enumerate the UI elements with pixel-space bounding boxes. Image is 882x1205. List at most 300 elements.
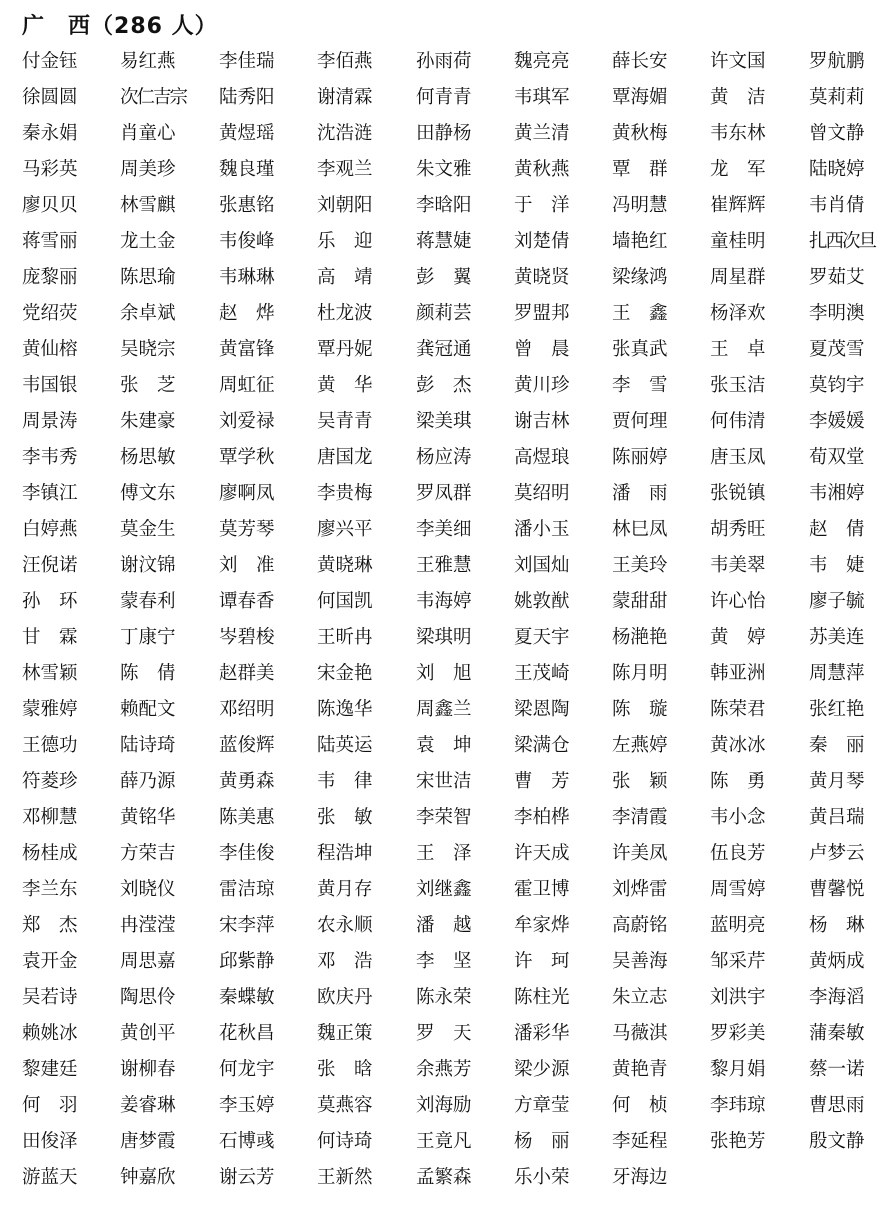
name-entry: 农永顺 (317, 915, 373, 936)
name-entry: 陆晓婷 (809, 159, 865, 180)
name-entry: 许天成 (514, 843, 570, 864)
name-entry: 罗航鹏 (809, 51, 865, 72)
page-heading (22, 9, 218, 40)
name-entry: 陈月明 (612, 663, 668, 684)
name-entry: 龙 军 (710, 159, 766, 180)
name-entry: 曾 晨 (514, 339, 570, 360)
name-entry: 赵 倩 (809, 519, 865, 540)
name-entry: 张 晗 (317, 1059, 373, 1080)
name-entry: 伍良芳 (710, 843, 766, 864)
name-row (22, 620, 878, 656)
name-entry: 赵群美 (219, 663, 275, 684)
name-entry: 韦国银 (22, 375, 78, 396)
name-entry: 陈 璇 (612, 699, 668, 720)
name-entry: 袁开金 (22, 951, 78, 972)
name-entry: 王雅慧 (416, 555, 472, 576)
name-entry: 何 桢 (612, 1095, 668, 1116)
name-entry: 李韦秀 (22, 447, 78, 468)
name-row (22, 332, 878, 368)
name-entry: 马彩英 (22, 159, 78, 180)
name-row (22, 260, 878, 296)
name-entry: 杨桂成 (22, 843, 78, 864)
name-entry: 刘海励 (416, 1095, 472, 1116)
name-entry: 曹 芳 (514, 771, 570, 792)
name-entry: 王 泽 (416, 843, 472, 864)
name-entry: 谢吉林 (514, 411, 570, 432)
name-entry: 张艳芳 (710, 1131, 766, 1152)
name-entry: 程浩坤 (317, 843, 373, 864)
name-entry: 徐圆圆 (22, 87, 78, 108)
name-row (22, 368, 878, 404)
name-entry: 吴青青 (317, 411, 373, 432)
name-entry: 苏美连 (809, 627, 865, 648)
name-entry: 黄吕瑞 (809, 807, 865, 828)
name-entry: 张 颖 (612, 771, 668, 792)
name-entry: 岑碧梭 (219, 627, 275, 648)
name-row (22, 836, 878, 872)
name-entry: 周雪婷 (710, 879, 766, 900)
name-entry: 张真武 (612, 339, 668, 360)
name-entry: 邓柳慧 (22, 807, 78, 828)
name-entry: 童桂明 (710, 231, 766, 252)
name-entry: 黄晓琳 (317, 555, 373, 576)
name-entry: 卢梦云 (809, 843, 865, 864)
name-entry: 党绍荧 (22, 303, 78, 324)
name-entry: 左燕婷 (612, 735, 668, 756)
name-entry: 汪倪诺 (22, 555, 78, 576)
name-entry: 莫钧宇 (809, 375, 865, 396)
name-entry: 马薇淇 (612, 1023, 668, 1044)
name-entry: 高煜琅 (514, 447, 570, 468)
name-entry: 韩亚洲 (710, 663, 766, 684)
name-entry: 高 靖 (317, 267, 373, 288)
name-entry: 韦肖倩 (809, 195, 865, 216)
name-entry: 黄兰清 (514, 123, 570, 144)
name-entry: 王美玲 (612, 555, 668, 576)
name-entry: 林雪颖 (22, 663, 78, 684)
name-entry: 陈丽婷 (612, 447, 668, 468)
name-entry: 欧庆丹 (317, 987, 373, 1008)
name-entry: 蒋雪丽 (22, 231, 78, 252)
name-entry: 郑 杰 (22, 915, 78, 936)
name-entry: 秦 丽 (809, 735, 865, 756)
name-entry: 魏亮亮 (514, 51, 570, 72)
name-entry: 罗彩美 (710, 1023, 766, 1044)
name-entry: 莫金生 (120, 519, 176, 540)
name-row (22, 116, 878, 152)
name-entry: 黄 婷 (710, 627, 766, 648)
name-entry: 陈 勇 (710, 771, 766, 792)
name-entry: 孙雨荷 (416, 51, 472, 72)
name-row (22, 656, 878, 692)
name-entry: 张惠铭 (219, 195, 275, 216)
name-entry: 周思嘉 (120, 951, 176, 972)
name-entry: 刘洪宇 (710, 987, 766, 1008)
name-entry: 梁美琪 (416, 411, 472, 432)
name-entry: 何龙宇 (219, 1059, 275, 1080)
name-entry: 赵 烨 (219, 303, 275, 324)
name-entry: 许文国 (710, 51, 766, 72)
name-entry: 黄煜瑶 (219, 123, 275, 144)
name-entry: 乐小荣 (514, 1167, 570, 1188)
name-entry: 罗茹艾 (809, 267, 865, 288)
name-row (22, 512, 878, 548)
name-row (22, 44, 878, 80)
name-entry: 彭 翼 (416, 267, 472, 288)
name-entry: 王德功 (22, 735, 78, 756)
name-entry: 覃丹妮 (317, 339, 373, 360)
name-entry: 莫莉莉 (809, 87, 865, 108)
name-entry: 刘晓仪 (120, 879, 176, 900)
name-entry: 周美珍 (120, 159, 176, 180)
name-entry: 廖兴平 (317, 519, 373, 540)
name-entry: 次仁吉宗 (120, 87, 187, 108)
name-entry: 陶思伶 (120, 987, 176, 1008)
name-entry: 黄仙榕 (22, 339, 78, 360)
name-entry: 杜龙波 (317, 303, 373, 324)
name-row (22, 296, 878, 332)
name-entry: 付金钰 (22, 51, 78, 72)
name-row (22, 872, 878, 908)
name-entry: 何青青 (416, 87, 472, 108)
name-entry: 韦 律 (317, 771, 373, 792)
name-entry: 张玉洁 (710, 375, 766, 396)
name-entry: 李晗阳 (416, 195, 472, 216)
name-entry: 姜睿琳 (120, 1095, 176, 1116)
name-entry: 覃学秋 (219, 447, 275, 468)
name-entry: 李延程 (612, 1131, 668, 1152)
name-entry: 周慧萍 (809, 663, 865, 684)
name-entry: 李柏桦 (514, 807, 570, 828)
name-entry: 廖贝贝 (22, 195, 78, 216)
name-entry: 李观兰 (317, 159, 373, 180)
name-entry: 赖姚冰 (22, 1023, 78, 1044)
name-entry: 庞黎丽 (22, 267, 78, 288)
name-entry: 王 卓 (710, 339, 766, 360)
name-entry: 黄川珍 (514, 375, 570, 396)
name-entry: 陆诗琦 (120, 735, 176, 756)
name-entry: 蒙甜甜 (612, 591, 668, 612)
name-grid (22, 44, 878, 1196)
name-entry: 莫燕容 (317, 1095, 373, 1116)
name-entry: 罗凤群 (416, 483, 472, 504)
name-entry: 谢汶锦 (120, 555, 176, 576)
name-entry: 夏天宇 (514, 627, 570, 648)
name-entry: 孙 环 (22, 591, 78, 612)
name-entry: 谢清霖 (317, 87, 373, 108)
name-row (22, 728, 878, 764)
name-entry: 潘 雨 (612, 483, 668, 504)
name-entry: 蓝明亮 (710, 915, 766, 936)
name-entry: 贾何理 (612, 411, 668, 432)
name-row (22, 188, 878, 224)
name-entry: 廖子毓 (809, 591, 865, 612)
name-entry: 林巳凤 (612, 519, 668, 540)
name-entry: 易红燕 (120, 51, 176, 72)
name-entry: 韦俊峰 (219, 231, 275, 252)
name-entry: 杨 丽 (514, 1131, 570, 1152)
name-entry: 李兰东 (22, 879, 78, 900)
name-entry: 梁满仓 (514, 735, 570, 756)
name-entry: 杨滟艳 (612, 627, 668, 648)
name-entry: 王新然 (317, 1167, 373, 1188)
name-entry: 林雪麒 (120, 195, 176, 216)
name-entry: 刘继鑫 (416, 879, 472, 900)
name-entry: 黎月娟 (710, 1059, 766, 1080)
name-entry: 廖啊凤 (219, 483, 275, 504)
name-entry: 杨思敏 (120, 447, 176, 468)
name-entry: 李明澳 (809, 303, 865, 324)
name-entry: 罗盟邦 (514, 303, 570, 324)
name-entry: 韦美翠 (710, 555, 766, 576)
name-entry: 黎建廷 (22, 1059, 78, 1080)
name-entry: 李荣智 (416, 807, 472, 828)
name-entry: 冯明慧 (612, 195, 668, 216)
name-entry: 刘 旭 (416, 663, 472, 684)
name-entry: 牙海边 (612, 1167, 668, 1188)
name-entry: 吴晓宗 (120, 339, 176, 360)
name-entry: 薛长安 (612, 51, 668, 72)
name-entry: 黄 洁 (710, 87, 766, 108)
name-entry: 龚冠通 (416, 339, 472, 360)
name-entry: 蔡一诺 (809, 1059, 865, 1080)
name-entry: 黄艳青 (612, 1059, 668, 1080)
name-entry: 黄铭华 (120, 807, 176, 828)
name-entry: 李 坚 (416, 951, 472, 972)
name-entry: 游蓝天 (22, 1167, 78, 1188)
name-entry: 梁缘鸿 (612, 267, 668, 288)
name-entry: 许美凤 (612, 843, 668, 864)
name-entry: 朱建豪 (120, 411, 176, 432)
name-entry: 黄秋梅 (612, 123, 668, 144)
name-entry: 符菱珍 (22, 771, 78, 792)
name-entry: 陆秀阳 (219, 87, 275, 108)
name-entry: 蓝俊辉 (219, 735, 275, 756)
name-entry: 黄 华 (317, 375, 373, 396)
name-entry: 韦小念 (710, 807, 766, 828)
name-entry: 杨 琳 (809, 915, 865, 936)
name-entry: 殷文静 (809, 1131, 865, 1152)
heading-region: 广 西 (22, 14, 92, 39)
name-entry: 墙艳红 (612, 231, 668, 252)
name-entry: 罗 天 (416, 1023, 472, 1044)
name-entry: 宋李萍 (219, 915, 275, 936)
name-entry: 何 羽 (22, 1095, 78, 1116)
name-row (22, 800, 878, 836)
name-entry: 莫绍明 (514, 483, 570, 504)
name-entry: 韦 婕 (809, 555, 865, 576)
name-entry: 田俊泽 (22, 1131, 78, 1152)
name-entry: 黄晓贤 (514, 267, 570, 288)
name-entry: 丁康宁 (120, 627, 176, 648)
name-entry: 张锐镇 (710, 483, 766, 504)
name-entry: 魏良瑾 (219, 159, 275, 180)
name-entry: 颜莉芸 (416, 303, 472, 324)
name-entry: 刘国灿 (514, 555, 570, 576)
name-entry: 白婷燕 (22, 519, 78, 540)
name-entry: 龙土金 (120, 231, 176, 252)
name-entry: 宋世洁 (416, 771, 472, 792)
name-entry: 黄富锋 (219, 339, 275, 360)
name-entry: 王竟凡 (416, 1131, 472, 1152)
name-row (22, 404, 878, 440)
name-row (22, 224, 878, 260)
name-row (22, 1160, 878, 1196)
name-entry: 黄月琴 (809, 771, 865, 792)
name-entry: 夏茂雪 (809, 339, 865, 360)
name-entry: 张 敏 (317, 807, 373, 828)
name-entry: 周星群 (710, 267, 766, 288)
name-entry: 魏正策 (317, 1023, 373, 1044)
name-entry: 王茂崎 (514, 663, 570, 684)
name-entry: 李贵梅 (317, 483, 373, 504)
name-entry: 赖配文 (120, 699, 176, 720)
name-row (22, 1016, 878, 1052)
name-entry: 许心怡 (710, 591, 766, 612)
name-entry: 蒙春利 (120, 591, 176, 612)
name-entry: 曹思雨 (809, 1095, 865, 1116)
name-entry: 李美细 (416, 519, 472, 540)
name-row (22, 692, 878, 728)
name-entry: 邱紫静 (219, 951, 275, 972)
name-entry: 刘朝阳 (317, 195, 373, 216)
name-entry: 莫芳琴 (219, 519, 275, 540)
name-entry: 宋金艳 (317, 663, 373, 684)
name-entry: 李海滔 (809, 987, 865, 1008)
name-entry: 秦永娟 (22, 123, 78, 144)
name-entry: 李 雪 (612, 375, 668, 396)
name-entry: 谢柳春 (120, 1059, 176, 1080)
name-row (22, 152, 878, 188)
name-entry: 甘 霖 (22, 627, 78, 648)
name-entry: 韦东林 (710, 123, 766, 144)
name-entry: 黄炳成 (809, 951, 865, 972)
name-entry: 覃海媚 (612, 87, 668, 108)
name-entry: 谢云芳 (219, 1167, 275, 1188)
name-row (22, 476, 878, 512)
name-entry: 杨泽欢 (710, 303, 766, 324)
name-row (22, 908, 878, 944)
name-row (22, 764, 878, 800)
name-entry: 方章莹 (514, 1095, 570, 1116)
name-entry: 黄月存 (317, 879, 373, 900)
name-entry: 潘小玉 (514, 519, 570, 540)
name-entry: 韦湘婷 (809, 483, 865, 504)
name-entry: 彭 杰 (416, 375, 472, 396)
name-entry: 肖童心 (120, 123, 176, 144)
name-entry: 李玉婷 (219, 1095, 275, 1116)
name-entry: 蒋慧婕 (416, 231, 472, 252)
name-entry: 陈思瑜 (120, 267, 176, 288)
name-entry: 高蔚铭 (612, 915, 668, 936)
name-entry: 牟家烨 (514, 915, 570, 936)
name-entry: 刘楚倩 (514, 231, 570, 252)
name-entry: 李佳俊 (219, 843, 275, 864)
name-row (22, 584, 878, 620)
name-entry: 崔辉辉 (710, 195, 766, 216)
name-entry: 潘彩华 (514, 1023, 570, 1044)
name-entry: 秦蝶敏 (219, 987, 275, 1008)
name-entry: 韦琳琳 (219, 267, 275, 288)
name-entry: 李佰燕 (317, 51, 373, 72)
name-entry: 杨应涛 (416, 447, 472, 468)
name-entry: 曹馨悦 (809, 879, 865, 900)
name-entry: 姚敦猷 (514, 591, 570, 612)
name-entry: 张红艳 (809, 699, 865, 720)
name-row (22, 944, 878, 980)
name-entry: 吴若诗 (22, 987, 78, 1008)
name-entry: 何伟清 (710, 411, 766, 432)
name-entry: 陈 倩 (120, 663, 176, 684)
name-entry: 何国凯 (317, 591, 373, 612)
name-entry: 李镇江 (22, 483, 78, 504)
name-entry: 王昕冉 (317, 627, 373, 648)
name-entry: 霍卫博 (514, 879, 570, 900)
name-entry: 黄创平 (120, 1023, 176, 1044)
name-entry: 邹采芹 (710, 951, 766, 972)
name-entry: 黄秋燕 (514, 159, 570, 180)
name-entry: 荀双堂 (809, 447, 865, 468)
name-entry: 陈美惠 (219, 807, 275, 828)
heading-count: （286 人） (91, 14, 218, 39)
name-entry: 傅文东 (120, 483, 176, 504)
name-entry: 梁恩陶 (514, 699, 570, 720)
name-entry: 沈浩涟 (317, 123, 373, 144)
name-entry: 陈柱光 (514, 987, 570, 1008)
name-entry: 周景涛 (22, 411, 78, 432)
name-row (22, 980, 878, 1016)
name-entry: 王 鑫 (612, 303, 668, 324)
name-entry: 潘 越 (416, 915, 472, 936)
name-entry: 黄冰冰 (710, 735, 766, 756)
name-entry: 余燕芳 (416, 1059, 472, 1080)
name-entry: 韦海婷 (416, 591, 472, 612)
name-row (22, 548, 878, 584)
name-entry: 冉滢滢 (120, 915, 176, 936)
name-entry: 张 芝 (120, 375, 176, 396)
name-entry: 陈荣君 (710, 699, 766, 720)
name-entry: 陆英运 (317, 735, 373, 756)
name-entry: 何诗琦 (317, 1131, 373, 1152)
name-entry: 梁琪明 (416, 627, 472, 648)
name-entry: 韦琪军 (514, 87, 570, 108)
name-entry: 吴善海 (612, 951, 668, 972)
name-entry: 石博彧 (219, 1131, 275, 1152)
name-entry: 谭春香 (219, 591, 275, 612)
name-entry: 李清霞 (612, 807, 668, 828)
name-entry: 陈逸华 (317, 699, 373, 720)
name-entry: 陈永荣 (416, 987, 472, 1008)
name-entry: 李佳瑞 (219, 51, 275, 72)
name-row (22, 1124, 878, 1160)
name-entry: 刘爱禄 (219, 411, 275, 432)
name-entry: 孟繁森 (416, 1167, 472, 1188)
name-entry: 方荣吉 (120, 843, 176, 864)
name-entry: 田静杨 (416, 123, 472, 144)
name-entry: 周鑫兰 (416, 699, 472, 720)
name-entry: 李媛媛 (809, 411, 865, 432)
name-entry: 蒙雅婷 (22, 699, 78, 720)
name-row (22, 1052, 878, 1088)
name-entry: 花秋昌 (219, 1023, 275, 1044)
name-entry: 乐 迎 (317, 231, 373, 252)
name-entry: 许 珂 (514, 951, 570, 972)
name-entry: 袁 坤 (416, 735, 472, 756)
name-entry: 扎西次旦 (809, 231, 876, 252)
name-entry: 薛乃源 (120, 771, 176, 792)
name-entry: 李玮琼 (710, 1095, 766, 1116)
name-entry: 胡秀旺 (710, 519, 766, 540)
